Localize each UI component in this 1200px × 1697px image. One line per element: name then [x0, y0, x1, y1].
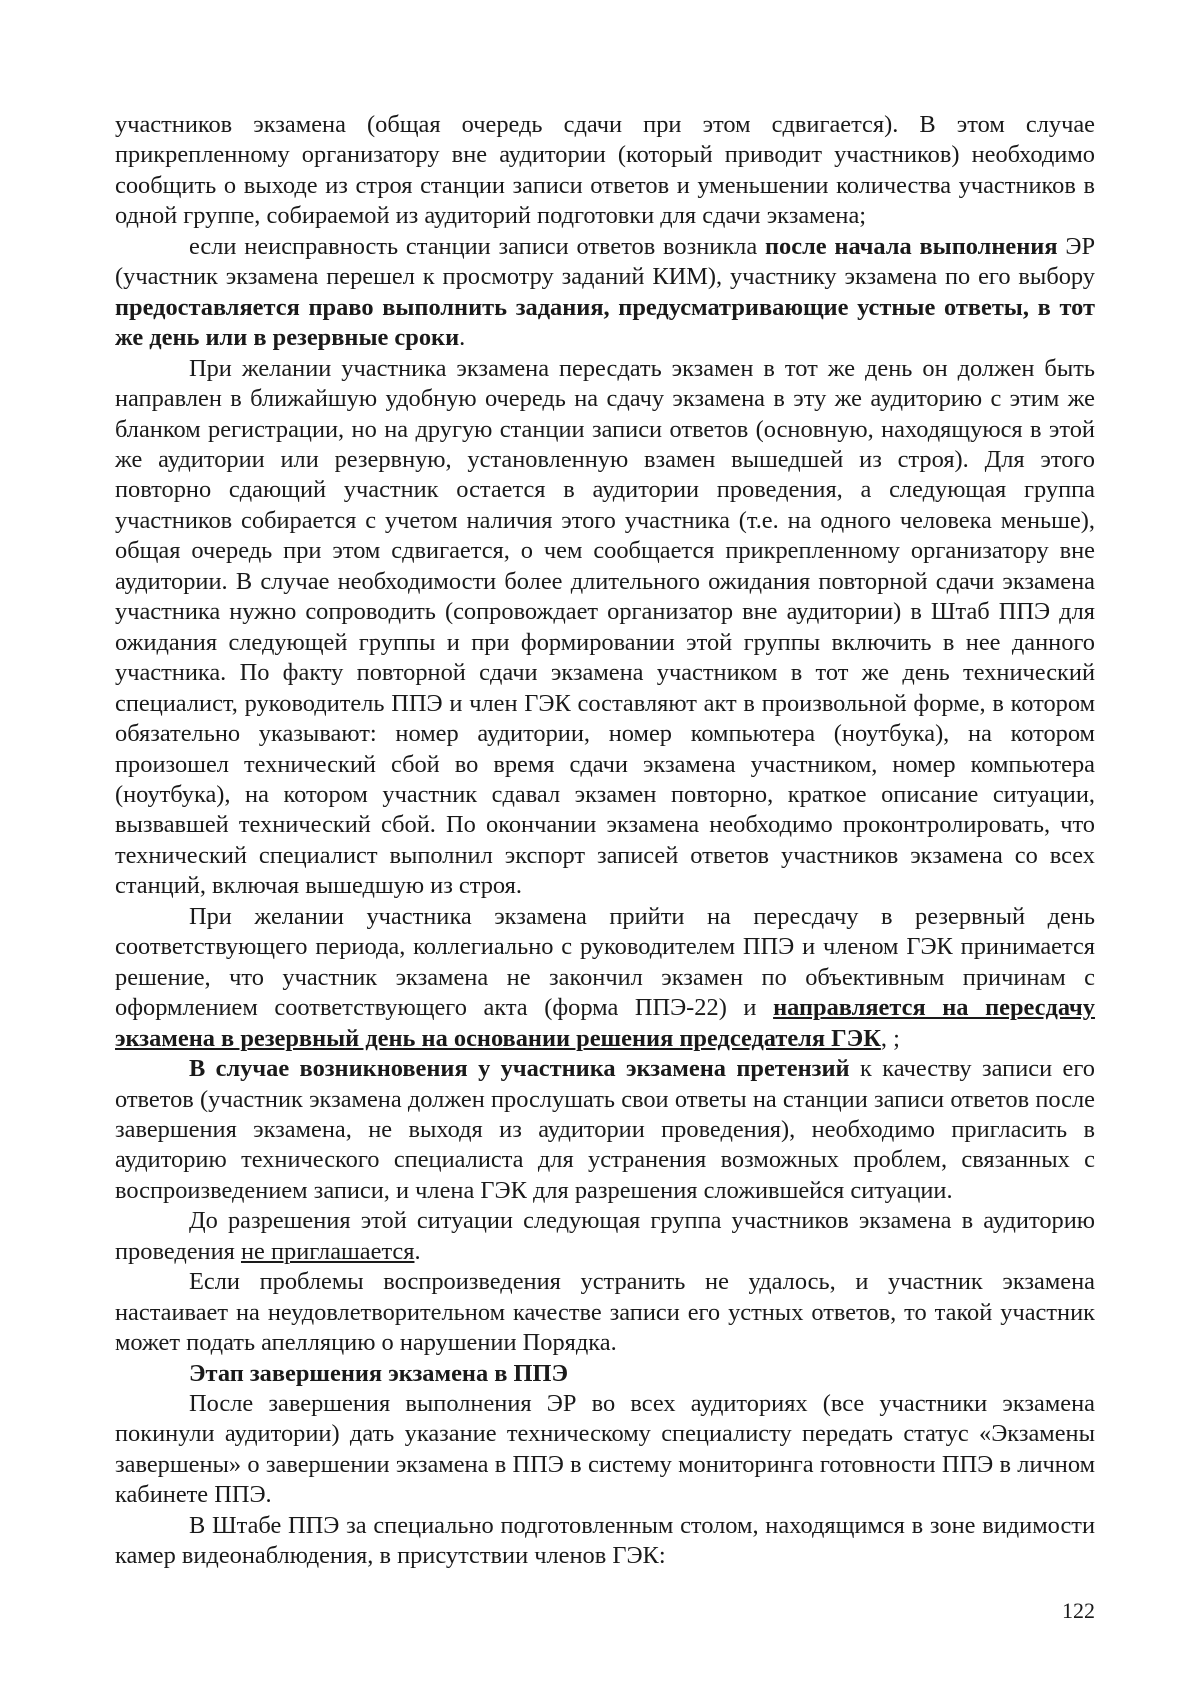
- text-run: .: [414, 1237, 421, 1265]
- paragraph-1: [115, 110, 1095, 232]
- text-run: В Штабе ППЭ за специально подготовленным столом, находящимся в зоне видимости камер видеонаблюдения, в присутствии членов ГЭК:: [115, 1511, 1095, 1570]
- paragraph-5: [115, 1054, 1095, 1206]
- bold-phrase: после начала выполнения: [765, 232, 1058, 260]
- document-body: [115, 110, 1095, 1572]
- paragraph-9: [115, 1389, 1095, 1511]
- paragraph-4: [115, 902, 1095, 1054]
- underlined-text: направляется на пересдачу экзамена в резервный день на основании решения председателя ГЭК: [115, 994, 1095, 1052]
- text-run: если неисправность станции записи ответов возникла: [189, 232, 765, 260]
- paragraph-10: [115, 1511, 1095, 1572]
- bold-phrase: В случае возникновения у участника экзамена претензий: [189, 1055, 850, 1083]
- paragraph-6: [115, 1206, 1095, 1267]
- text-run: При желании участника экзамена прийти на пересдачу в резервный день соответствующего периода, коллегиально с руководителем ППЭ и членом ГЭК принимается решение, что участник экзамена не закончил экзамен по объективным причинам с оформлением соответствующего акта (форма ППЭ-22) и: [115, 902, 1095, 1022]
- paragraph-2: [115, 232, 1095, 354]
- paragraph-7: [115, 1267, 1095, 1358]
- underlined-phrase: не приглашается: [240, 1237, 415, 1265]
- paragraph-3: [115, 354, 1095, 902]
- page-number: 122: [1062, 1598, 1095, 1623]
- text-run: До разрешения этой ситуации следующая группа участников экзамена в аудиторию проведения: [115, 1207, 1095, 1265]
- text-run: к качеству записи его ответов (участник экзамена должен прослушать свои ответы на станции записи ответов после завершения экзамена, не выходя из аудитории проведения), необходимо пригласить в аудиторию технического специалиста для устранения возможных проблем, связанных с воспроизведением записи, и члена ГЭК для разрешения сложившейся ситуации.: [115, 1055, 1095, 1204]
- text-run: участников экзамена (общая очередь сдачи при этом сдвигается). В этом случае прикрепленному организатору вне аудитории (который приводит участников) необходимо сообщить о выходе из строя станции записи ответов и уменьшении количества участников в одной группе, собираемой из аудиторий подготовки для сдачи экзамена;: [115, 111, 1095, 230]
- bold-phrase: предоставляется право выполнить задания, предусматривающие устные ответы, в тот же день или в резервные сроки: [115, 293, 1095, 352]
- heading-text: Этап завершения экзамена в ППЭ: [189, 1359, 569, 1387]
- text-run: После завершения выполнения ЭР во всех аудиториях (все участники экзамена покинули аудитории) дать указание техническому специалисту передать статус «Экзамены завершены» о завершении экзамена в ППЭ в систему мониторинга готовности ППЭ в личном кабинете ППЭ.: [115, 1390, 1095, 1509]
- text-run: .: [459, 324, 466, 352]
- text-run: , ;: [880, 1024, 900, 1052]
- text-run: При желании участника экзамена пересдать экзамен в тот же день он должен быть направлен в ближайшую удобную очередь на сдачу экзамена в эту же аудиторию с этим же бланком регистрации, но на другую станции записи ответов (основную, находящуюся в этой же аудитории или резервную, установленную взамен вышедшей из строя). Для этого повторно сдающий участник остается в аудитории проведения, а следующая группа участников собирается с учетом наличия этого участника (т.е. на одного человека меньше), общая очередь при этом сдвигается, о чем сообщается прикрепленному организатору вне аудитории. В случае необходимости более длительного ожидания повторной сдачи экзамена участника нужно сопроводить (сопровождает организатор вне аудитории) в Штаб ППЭ для ожидания следующей группы и при формировании этой группы включить в нее данного участника. По факту повторной сдачи экзамена участником в тот же день технический специалист, руководитель ППЭ и член ГЭК составляют акт в произвольной форме, в котором обязательно указывают: номер аудитории, номер компьютера (ноутбука), на котором произошел технический сбой во время сдачи экзамена участником, номер компьютера (ноутбука), на котором участник сдавал экзамен повторно, краткое описание ситуации, вызвавшей технический сбой. По окончании экзамена необходимо проконтролировать, что технический специалист выполнил экспорт записей ответов участников экзамена со всех станций, включая вышедшую из строя.: [115, 354, 1095, 900]
- section-heading: [115, 1359, 1095, 1389]
- text-run: Если проблемы воспроизведения устранить не удалось, и участник экзамена настаивает на неудовлетворительном качестве записи его устных ответов, то такой участник может подать апелляцию о нарушении Порядка.: [115, 1268, 1095, 1357]
- text-run: ЭР (участник экзамена перешел к просмотру заданий КИМ), участнику экзамена по его выбору: [115, 232, 1096, 291]
